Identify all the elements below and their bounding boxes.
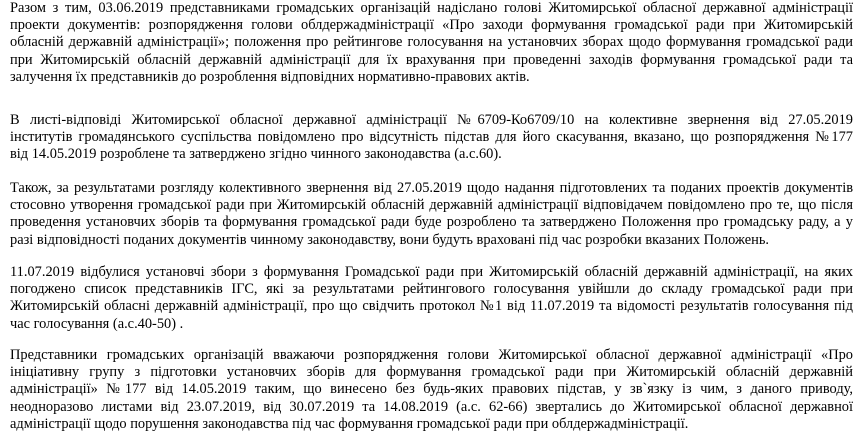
paragraph-line: Представники громадських організацій вважаючи розпорядження голови Житомирської обласної державної адміністрації «Про (10, 347, 853, 363)
paragraph-line: проведення установчих зборів та формування громадської ради буде розроблено та затверджено Положення про громадську раду, а у (10, 214, 853, 231)
paragraph-line: адміністрації» №177 від 14.05.2019 таким, що винесено без будь-яких правових підстав, у зв`язку із чим, з даного приводу, (10, 381, 853, 398)
paragraph-line: обласній державній адміністрації»; положення про рейтингове голосування на установчих зборах щодо формування громадської ради (10, 34, 853, 51)
paragraph-3 (10, 180, 853, 249)
paragraph-2 (10, 112, 853, 164)
paragraph-line: Також, за результатами розгляду колективного звернення від 27.05.2019 щодо надання підготовлених та поданих проектів документів (10, 180, 853, 196)
paragraph-line: інститутів громадянського суспільства повідомлено про відсутність підстав для його скасування, вказано, що розпорядження №177 (10, 129, 853, 146)
paragraph-line: стосовно утворення громадської ради при Житомирській обласній державній адміністрації відповідачем повідомлено про те, що після (10, 197, 853, 214)
paragraph-line: 11.07.2019 відбулися установчі збори з формування Громадської ради при Житомирській обласній державній адміністрації, на яких (10, 264, 853, 280)
paragraph-line: Разом з тим, 03.06.2019 представниками громадських організацій надіслано голові Житомирської обласної державної адміністрації (10, 0, 853, 16)
paragraph-4 (10, 264, 853, 333)
paragraph-5 (10, 347, 853, 433)
paragraph-line: разі відповідності поданих документів чинному законодавству, вони будуть враховані під час розробки вказаних Положень. (10, 231, 769, 248)
paragraph-line: проекти документів: розпорядження голови облдержадміністрації «Про заходи формування громадської ради при Житомирській (10, 17, 853, 34)
paragraph-line: Житомирській обласні державній адміністрації, про що свідчить протокол №1 від 11.07.2019 та відомості результатів голосування під (10, 298, 853, 315)
paragraph-line: адміністрації щодо порушення законодавства під час формування громадської ради при облдержадміністрації. (10, 415, 689, 432)
paragraph-line: ініціативну групу з підготовки установчих зборів для формування громадської ради при Житомирській обласній державній (10, 364, 853, 381)
paragraph-line: В листі-відповіді Житомирської обласної державної адміністрації №6709-Ко6709/10 на колективне звернення від 27.05.2019 (10, 112, 853, 128)
paragraph-line: погоджено список представників ІГС, які за результатами рейтингового голосування увійшли до складу громадської ради при (10, 281, 853, 298)
paragraph-1 (10, 0, 853, 86)
paragraph-line: залучення їх представників до розроблення відповідних нормативно-правових актів. (10, 68, 530, 85)
paragraph-line: неодноразово листами від 23.07.2019, від 30.07.2019 та 14.08.2019 (а.с. 62-66) звертались до Житомирської обласної державної (10, 398, 853, 415)
paragraph-line: час голосування (а.с.40-50) . (10, 315, 184, 332)
paragraph-line: від 14.05.2019 розроблене та затверджено згідно чинного законодавства (а.с.60). (10, 146, 502, 163)
paragraph-line: при Житомирській обласній державній адміністрації для їх врахування при проведенні заходів формування громадської ради та (10, 51, 853, 68)
